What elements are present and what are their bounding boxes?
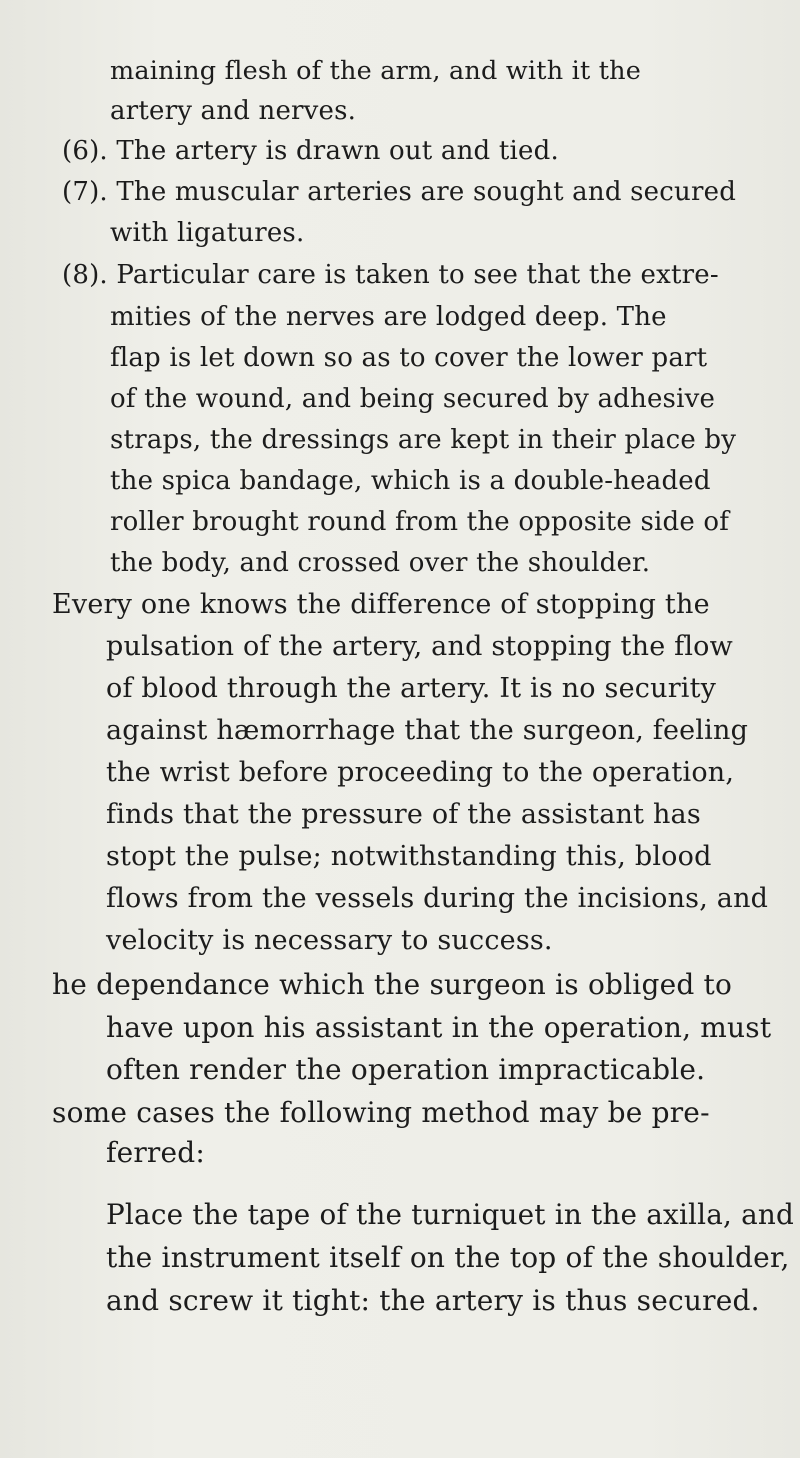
- text-line: of blood through the artery. It is no security: [106, 673, 717, 704]
- text-line: with ligatures.: [110, 218, 305, 248]
- text-line: ferred:: [106, 1136, 206, 1169]
- text-line: and screw it tight: the artery is thus secured.: [106, 1284, 760, 1317]
- text-line: (6). The artery is drawn out and tied.: [62, 136, 559, 166]
- text-line: finds that the pressure of the assistant has: [106, 799, 701, 830]
- text-line: flap is let down so as to cover the lower part: [110, 343, 708, 373]
- text-line: have upon his assistant in the operation, must: [106, 1011, 772, 1044]
- text-line: velocity is necessary to success.: [106, 925, 553, 956]
- text-line: mities of the nerves are lodged deep. The: [110, 302, 667, 332]
- text-line: roller brought round from the opposite side of: [110, 507, 730, 537]
- text-line: the spica bandage, which is a double-headed: [110, 466, 711, 496]
- text-line: (7). The muscular arteries are sought and secured: [62, 177, 737, 207]
- text-line: Place the tape of the turniquet in the axilla, and: [106, 1198, 795, 1231]
- text-line: he dependance which the surgeon is obliged to: [52, 968, 733, 1001]
- text-line: stopt the pulse; notwithstanding this, blood: [106, 841, 712, 872]
- text-line: of the wound, and being secured by adhesive: [110, 384, 716, 414]
- text-line: some cases the following method may be pre-: [52, 1096, 710, 1129]
- text-line: flows from the vessels during the incisions, and: [106, 883, 769, 914]
- text-line: the wrist before proceeding to the operation,: [106, 757, 735, 788]
- text-line: against hæmorrhage that the surgeon, feeling: [106, 715, 749, 746]
- text-line: Every one knows the difference of stopping the: [52, 589, 710, 620]
- text-line: artery and nerves.: [110, 96, 357, 126]
- text-line: the body, and crossed over the shoulder.: [110, 548, 651, 578]
- text-line: (8). Particular care is taken to see that the extre-: [62, 260, 719, 290]
- text-line: pulsation of the artery, and stopping the flow: [106, 631, 733, 662]
- text-line: maining flesh of the arm, and with it the: [110, 56, 642, 86]
- text-line: often render the operation impracticable.: [106, 1053, 706, 1086]
- text-line: straps, the dressings are kept in their place by: [110, 425, 737, 455]
- text-line: the instrument itself on the top of the shoulder,: [106, 1241, 790, 1274]
